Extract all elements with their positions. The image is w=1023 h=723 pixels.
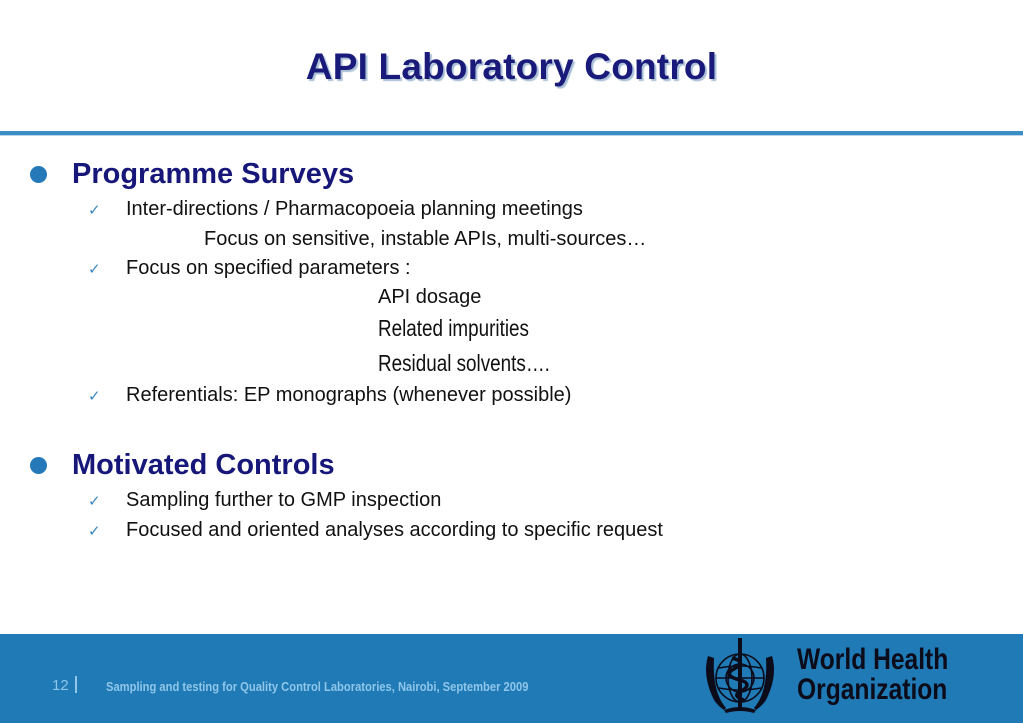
footer-separator — [75, 676, 77, 693]
who-emblem-icon — [694, 636, 786, 716]
list-item-label: Focused and oriented analyses according to specific request — [126, 519, 663, 541]
who-logo-text — [797, 645, 948, 705]
slide-title: API Laboratory Control — [305, 46, 718, 87]
section-heading-label: Motivated Controls — [72, 449, 335, 481]
list-item-label: Referentials: EP monographs (whenever possible) — [126, 384, 572, 406]
list-item-label: Inter-directions / Pharmacopoeia planning meetings — [126, 198, 583, 220]
logo-line-1: World Health — [797, 643, 949, 676]
sub-item: API dosage — [378, 286, 482, 308]
list-item — [88, 489, 441, 512]
section-heading-programme-surveys — [30, 158, 354, 191]
list-item — [88, 257, 411, 280]
sub-item: Related impurities — [378, 315, 529, 341]
checkmark-icon: ✓ — [88, 492, 101, 510]
round-bullet-icon — [30, 166, 47, 183]
list-item — [88, 384, 571, 407]
title-divider-shadow — [0, 135, 1023, 136]
sub-item: Residual solvents…. — [378, 350, 550, 376]
section-heading-label: Programme Surveys — [72, 158, 355, 190]
list-item — [88, 198, 583, 221]
section-heading-motivated-controls — [30, 449, 335, 482]
list-item — [88, 519, 663, 542]
logo-line-2: Organization — [797, 673, 948, 706]
footer-text: Sampling and testing for Quality Control Laboratories, Nairobi, September 2009 — [106, 679, 529, 694]
checkmark-icon: ✓ — [88, 201, 101, 219]
checkmark-icon: ✓ — [88, 522, 101, 540]
round-bullet-icon — [30, 457, 47, 474]
page-number: 12 — [52, 677, 69, 694]
list-item-label: Focus on specified parameters : — [126, 257, 411, 279]
checkmark-icon: ✓ — [88, 260, 101, 278]
list-item-label: Sampling further to GMP inspection — [126, 489, 442, 511]
checkmark-icon: ✓ — [88, 387, 101, 405]
sub-item: Focus on sensitive, instable APIs, multi-sources… — [204, 228, 647, 250]
